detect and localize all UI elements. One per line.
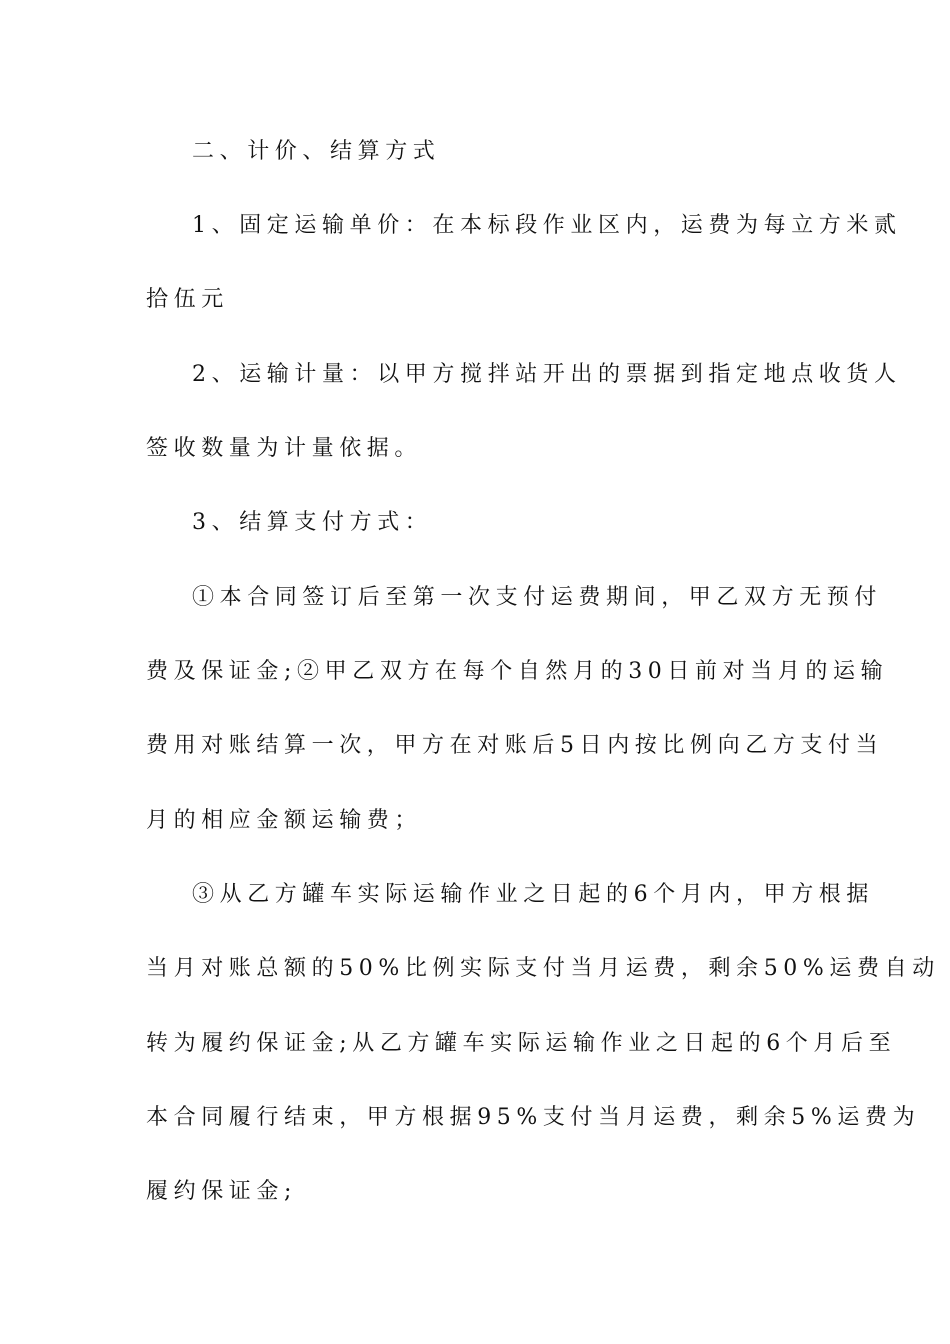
paragraph-line: 履约保证金; <box>146 1179 298 1204</box>
paragraph-line: 当月对账总额的50%比例实际支付当月运费，剩余50%运费自动 <box>146 956 940 981</box>
paragraph-line: 费用对账结算一次，甲方在对账后5日内按比例向乙方支付当 <box>146 733 884 758</box>
section-heading: 二、计价、结算方式 <box>192 139 441 164</box>
paragraph-line: 3、结算支付方式： <box>192 510 433 535</box>
paragraph-line: 转为履约保证金;从乙方罐车实际运输作业之日起的6个月后至 <box>146 1031 897 1056</box>
paragraph-line: 本合同履行结束，甲方根据95%支付当月运费，剩余5%运费为 <box>146 1105 921 1130</box>
paragraph-line: 2、运输计量：以甲方搅拌站开出的票据到指定地点收货人 <box>192 362 902 387</box>
paragraph-line: 签收数量为计量依据。 <box>146 436 423 461</box>
paragraph-line: 月的相应金额运输费； <box>146 808 423 833</box>
paragraph-line: ①本合同签订后至第一次支付运费期间，甲乙双方无预付 <box>192 585 883 610</box>
paragraph-line: 费及保证金;②甲乙双方在每个自然月的30日前对当月的运输 <box>146 659 889 684</box>
paragraph-line: 拾伍元 <box>146 287 229 312</box>
paragraph-line: ③从乙方罐车实际运输作业之日起的6个月内，甲方根据 <box>192 882 874 907</box>
paragraph-line: 1、固定运输单价：在本标段作业区内，运费为每立方米贰 <box>192 213 902 238</box>
